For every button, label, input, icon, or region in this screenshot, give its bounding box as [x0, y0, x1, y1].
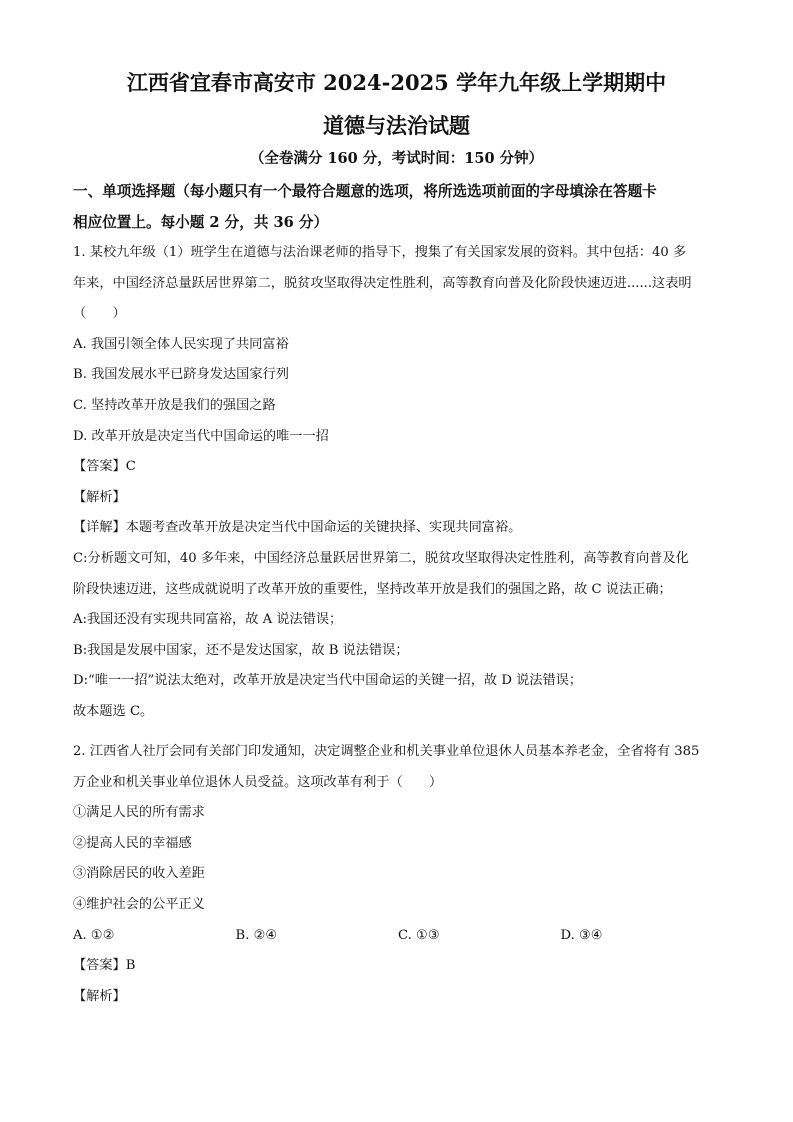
statement-item: ③消除居民的收入差距 [73, 866, 205, 882]
option-a: A. 我国引领全体人民实现了共同富裕 [73, 336, 289, 352]
explanation-c: C:分析题文可知，40 多年来，中国经济总量跃居世界第二，脱贫攻坚取得决定性胜利，高等教育向普及化 [73, 550, 689, 566]
detail-text: 【详解】本题考查改革开放是决定当代中国命运的关键抉择、实现共同富裕。 [73, 520, 522, 536]
statement-item: ②提高人民的幸福感 [73, 835, 192, 851]
conclusion: 故本题选 C。 [73, 703, 154, 719]
choice-row [73, 921, 723, 952]
choice-d: D. ③④ [560, 927, 603, 943]
question-2 [73, 737, 723, 1012]
explanation-d: D:“唯一一招”说法太绝对，改革开放是决定当代中国命运的关键一招，故 D 说法错误； [73, 673, 583, 689]
option-c: C. 坚持改革开放是我们的强国之路 [73, 397, 276, 413]
analysis-label: 【解析】 [73, 489, 126, 505]
statement-item: ①满足人民的所有需求 [73, 805, 205, 821]
question-stem: 年来，中国经济总量跃居世界第二，脱贫攻坚取得决定性胜利，高等教育向普及化阶段快速迈进......这表明 [73, 275, 692, 291]
option-b: B. 我国发展水平已跻身发达国家行列 [73, 367, 289, 383]
question-stem: 万企业和机关事业单位退休人员受益。这项改革有利于（ ） [73, 774, 443, 790]
question-1 [73, 238, 723, 728]
exam-info: （全卷满分 160 分，考试时间：150 分钟） [249, 150, 544, 167]
question-stem: 1. 某校九年级（1）班学生在道德与法治课老师的指导下，搜集了有关国家发展的资料。其中包括：40 多 [73, 245, 687, 260]
choice-c: C. ①③ [398, 927, 440, 943]
section-heading-line: 一、单项选择题（每小题只有一个最符合题意的选项，将所选选项前面的字母填涂在答题卡 [73, 183, 657, 200]
analysis-label: 【解析】 [73, 988, 126, 1004]
explanation-a: A:我国还没有实现共同富裕，故 A 说法错误； [73, 612, 343, 628]
explanation-b: B:我国是发展中国家，还不是发达国家，故 B 说法错误； [73, 642, 409, 658]
question-stem: （ ） [73, 306, 126, 322]
exam-subject-title: 道德与法治试题 [323, 113, 470, 138]
statement-item: ④维护社会的公平正义 [73, 896, 205, 912]
exam-title: 江西省宜春市高安市 2024-2025 学年九年级上学期期中 [126, 70, 667, 95]
option-d: D. 改革开放是决定当代中国命运的唯一一招 [73, 428, 329, 444]
choice-a: A. ①② [73, 927, 115, 943]
explanation-c: 阶段快速迈进，这些成就说明了改革开放的重要性，坚持改革开放是我们的强国之路，故 C 说法正确； [73, 581, 672, 597]
section-heading [73, 176, 723, 238]
section-heading-line: 相应位置上。每小题 2 分，共 36 分） [73, 214, 329, 231]
choice-b: B. ②④ [235, 927, 278, 943]
answer: 【答案】B [73, 958, 136, 974]
answer: 【答案】C [73, 459, 136, 475]
question-stem: 2. 江西省人社厅会同有关部门印发通知，决定调整企业和机关事业单位退休人员基本养老金，全省将有 385 [73, 744, 700, 759]
